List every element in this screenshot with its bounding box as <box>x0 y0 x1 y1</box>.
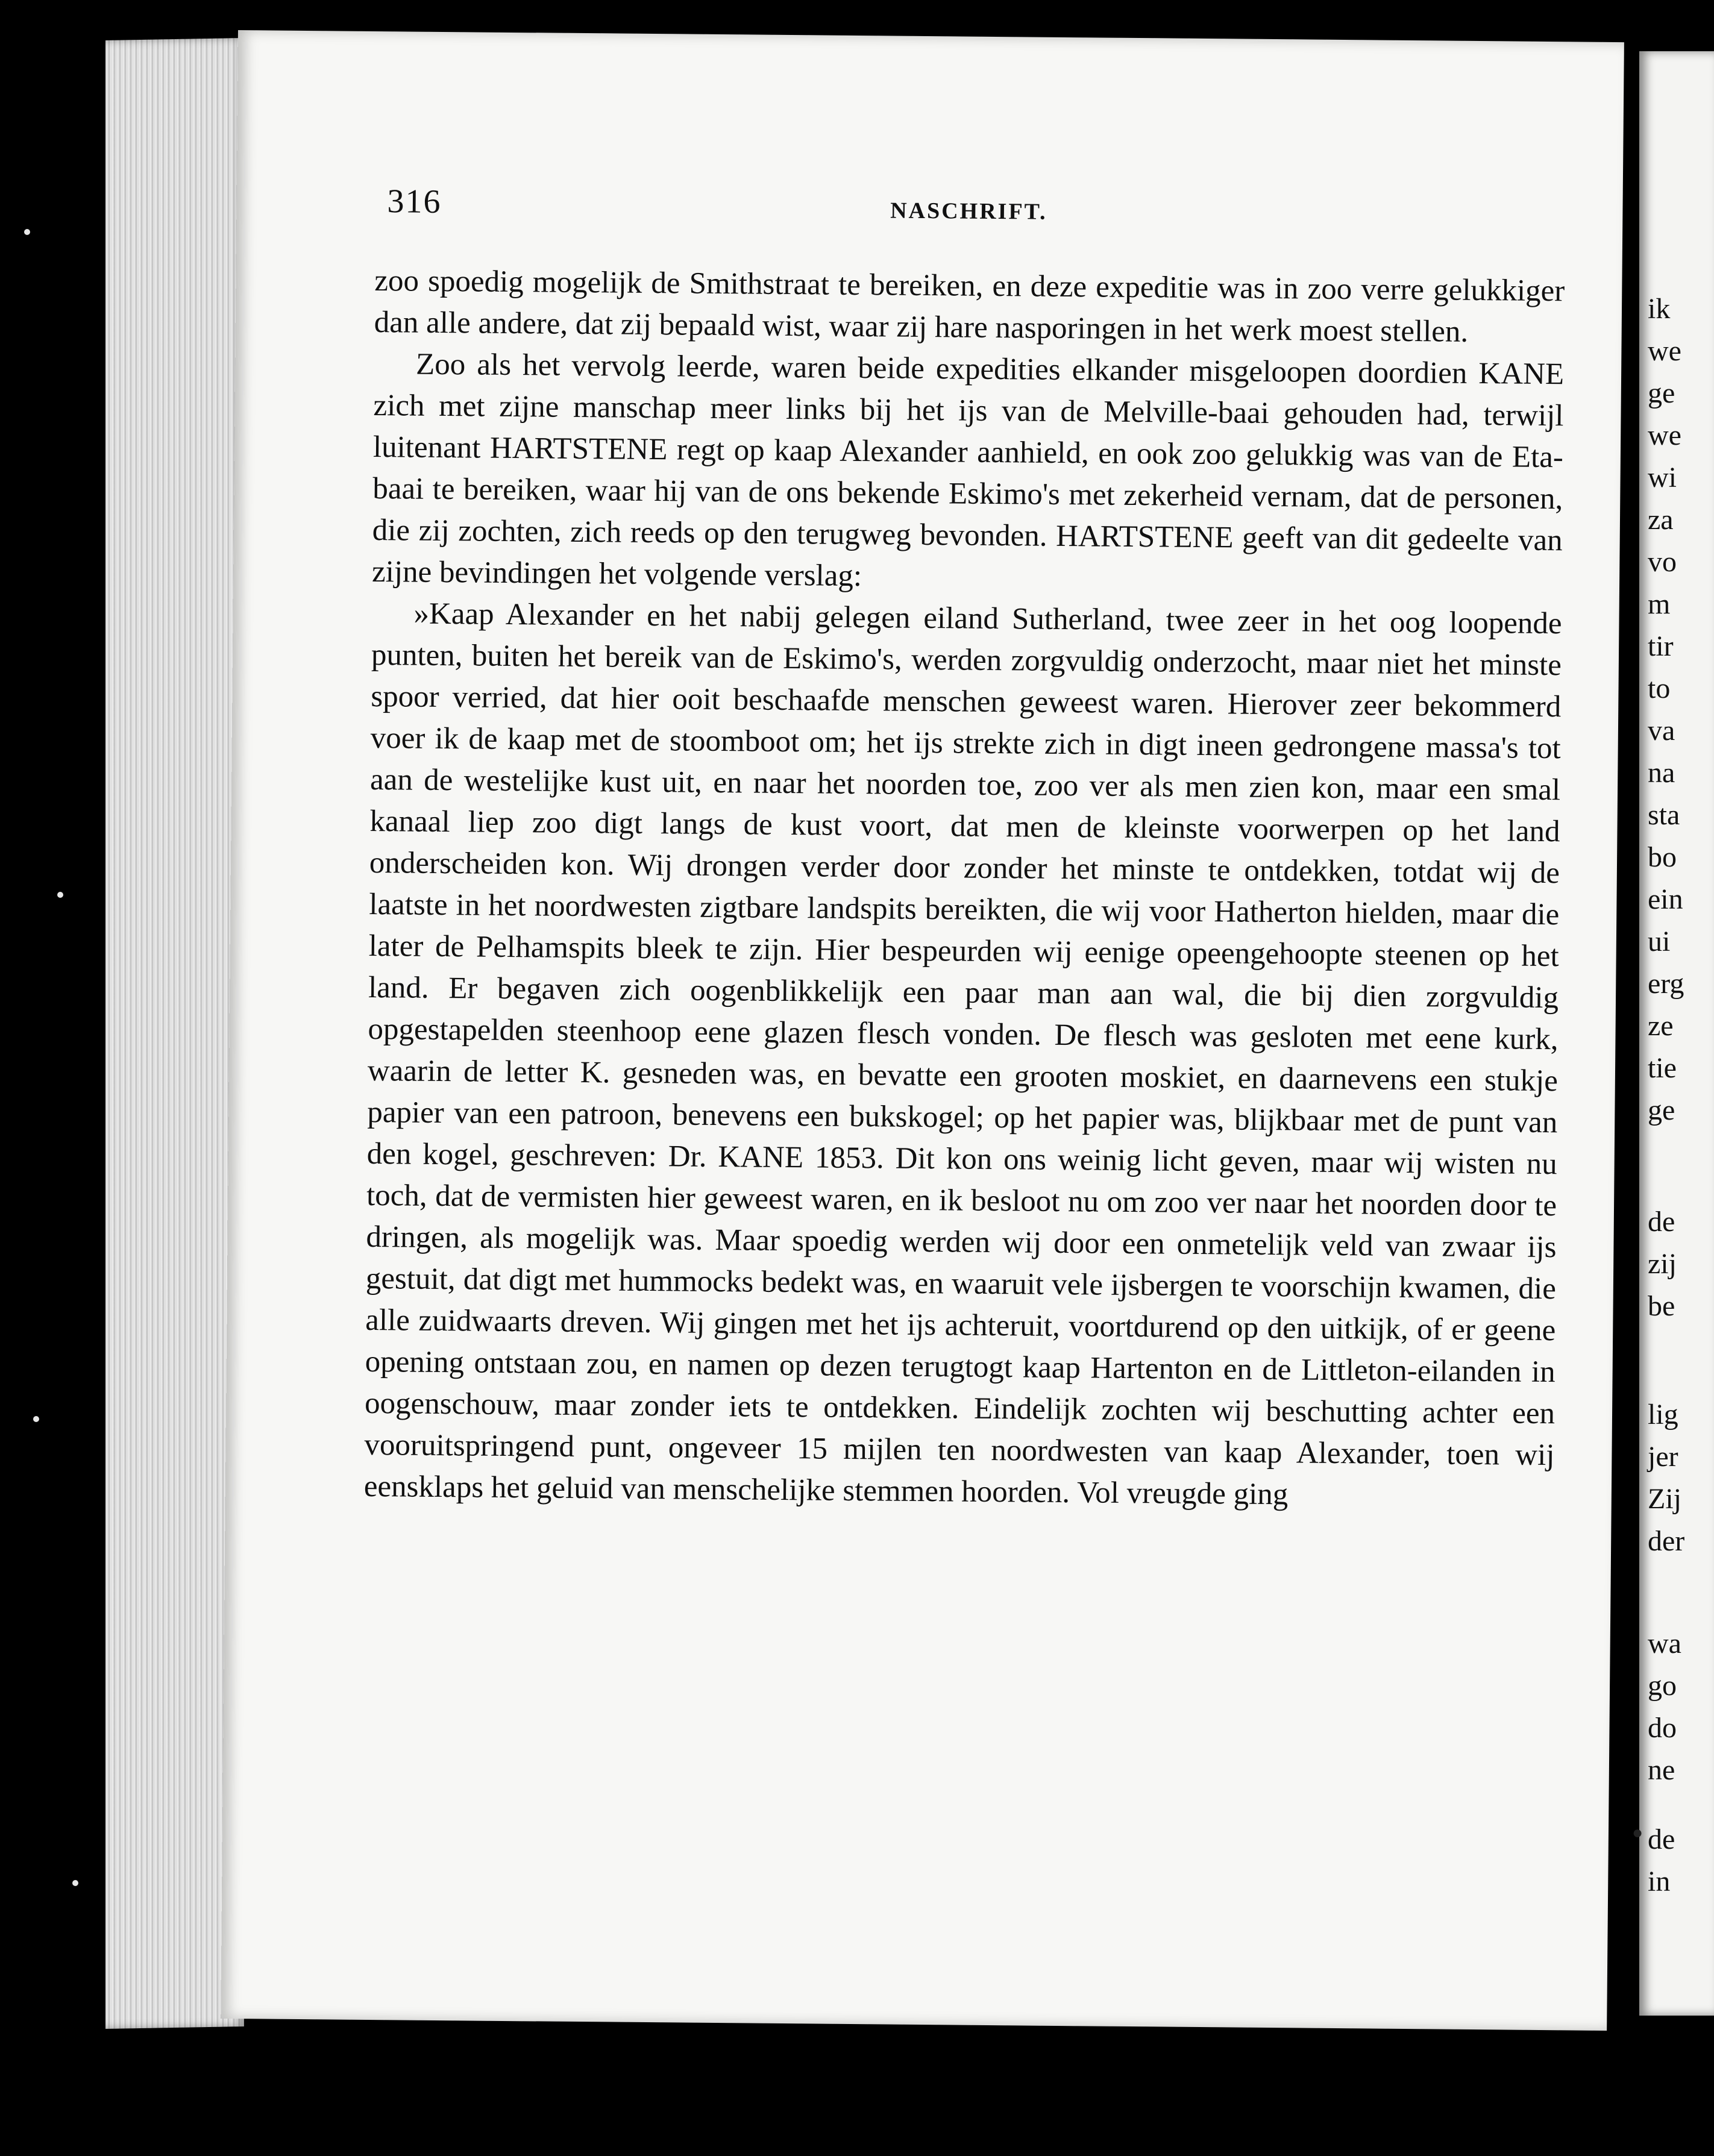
fragment-line: der <box>1648 1525 1685 1557</box>
fragment-line: m <box>1648 588 1671 620</box>
fragment-line: vo <box>1648 546 1677 578</box>
paragraph-2: Zoo als het vervolg leerde, waren beide expedities elkander misgeloopen doordien KANE zich met zijne manschap meer links bij het ijs van de Melville-baai gehouden had, terwijl luitenant HARTSTENE regt op kaap Alexander aanhield, en ook zoo gelukkig was van de Eta-baai te bereiken, waar hij van de ons bekende Eskimo's met zekerheid vernam, dat de personen, die zij zochten, zich reeds op den terugweg bevonden. HARTSTENE geeft van dit gedeelte van zijne bevindingen het volgende verslag: <box>371 347 1565 594</box>
fragment-line: de <box>1648 1206 1675 1238</box>
fragment-line: Zij <box>1648 1483 1681 1515</box>
page-number: 316 <box>387 183 442 221</box>
paragraph-1: zoo spoedig mogelijk de Smithstraat te bereiken, en deze expeditie was in zoo verre gelukkiger dan alle andere, dat zij bepaald wist, waar zij hare nasporingen in het werk moest stellen. <box>374 263 1565 349</box>
fragment-line: na <box>1648 757 1675 789</box>
fragment-line: ze <box>1648 1010 1674 1042</box>
dust-speck <box>72 1880 78 1886</box>
fragment-line: ik <box>1648 293 1671 325</box>
fragment-line: sta <box>1648 799 1680 831</box>
fragment-line: ge <box>1648 377 1675 409</box>
fragment-line: za <box>1648 504 1674 536</box>
fragment-line: be <box>1648 1290 1675 1322</box>
fragment-line: in <box>1648 1866 1671 1897</box>
fragment-line: we <box>1648 419 1681 451</box>
fragment-line: lig <box>1648 1399 1678 1431</box>
page-header <box>387 182 1551 240</box>
fragment-line: erg <box>1648 968 1684 1000</box>
fragment-line: zij <box>1648 1248 1677 1280</box>
fragment-line: tir <box>1648 630 1674 662</box>
dust-speck <box>33 1416 39 1422</box>
fragment-line: we <box>1648 335 1681 367</box>
facing-page-fragment <box>1639 51 1714 2016</box>
fragment-line: to <box>1648 672 1671 704</box>
fragment-line: tie <box>1648 1052 1677 1084</box>
dust-speck <box>57 892 63 898</box>
fragment-line: ge <box>1648 1094 1675 1126</box>
book-page <box>221 30 1624 2031</box>
fragment-line: ui <box>1648 926 1671 957</box>
fragment-line: jer <box>1648 1441 1678 1473</box>
dust-speck <box>24 229 30 235</box>
running-head: NASCHRIFT. <box>890 198 1047 225</box>
paragraph-3: »Kaap Alexander en het nabij gelegen eiland Sutherland, twee zeer in het oog loopende punten, buiten het bereik van de Eskimo's, werden zorgvuldig onderzocht, maar niet het minste spoor verried, dat hier ooit beschaafde menschen geweest waren. Hierover zeer bekommerd voer ik de kaap met de stoomboot om; het ijs strekte zich in digt ineen gedrongene massa's tot aan de westelijke kust uit, en naar het noorden toe, zoo ver als men zien kon, maar een smal kanaal liep zoo digt langs de kust voort, dat men de kleinste voorwerpen op het land onderscheiden kon. Wij drongen verder door zonder het minste te ontdekken, totdat wij de laatste in het noordwesten zigtbare landspits bereikten, die wij voor Hatherton hielden, maar die later de Pelhamspits bleek te zijn. Hier bespeurden wij eenige opeengehoopte steenen op het land. Er begaven zich oogenblikkelijk een paar man aan wal, die bij dien zorgvuldig opgestapelden steenhoop eene glazen flesch vonden. De flesch was gesloten met eene kurk, waarin de letter K. gesneden was, en bevatte een grooten moskiet, en daarnevens een stukje papier van een patroon, benevens een bukskogel; op het papier was, blijkbaar met de punt van den kogel, geschreven: Dr. KANE 1853. Dit kon ons weinig licht geven, maar wij wisten nu toch, dat de vermisten hier geweest waren, en ik besloot nu om zoo ver naar het noorden door te dringen, als mogelijk was. Maar spoedig werden wij door een onmetelijk veld van zwaar ijs gestuit, dat digt met hummocks bedekt was, en waaruit vele ijsbergen te voorschijn kwamen, die alle zuidwaarts dreven. Wij gingen met het ijs achteruit, voortdurend op den uitkijk, of er geene opening ontstaan zou, en namen op dezen terugtogt kaap Hartenton en de Littleton-eilanden in oogenschouw, maar zonder iets te ontdekken. Eindelijk zochten wij beschutting achter een vooruitspringend punt, ongeveer 15 mijlen ten noordwesten van kaap Alexander, toen wij eensklaps het geluid van menschelijke stemmen hoorden. Vol vreugde ging <box>363 597 1562 1512</box>
fragment-line: bo <box>1648 841 1677 873</box>
fragment-line: ein <box>1648 883 1683 915</box>
fragment-line: de <box>1648 1823 1675 1855</box>
fragment-line: va <box>1648 715 1675 747</box>
fragment-line: wi <box>1648 462 1677 494</box>
body-text <box>364 260 1565 1518</box>
fragment-line: wa <box>1648 1628 1681 1659</box>
fragment-line: ne <box>1648 1754 1675 1786</box>
fragment-line: go <box>1648 1670 1677 1702</box>
bullet-mark-icon: ● <box>1632 1823 1643 1843</box>
fragment-line: do <box>1648 1712 1677 1744</box>
